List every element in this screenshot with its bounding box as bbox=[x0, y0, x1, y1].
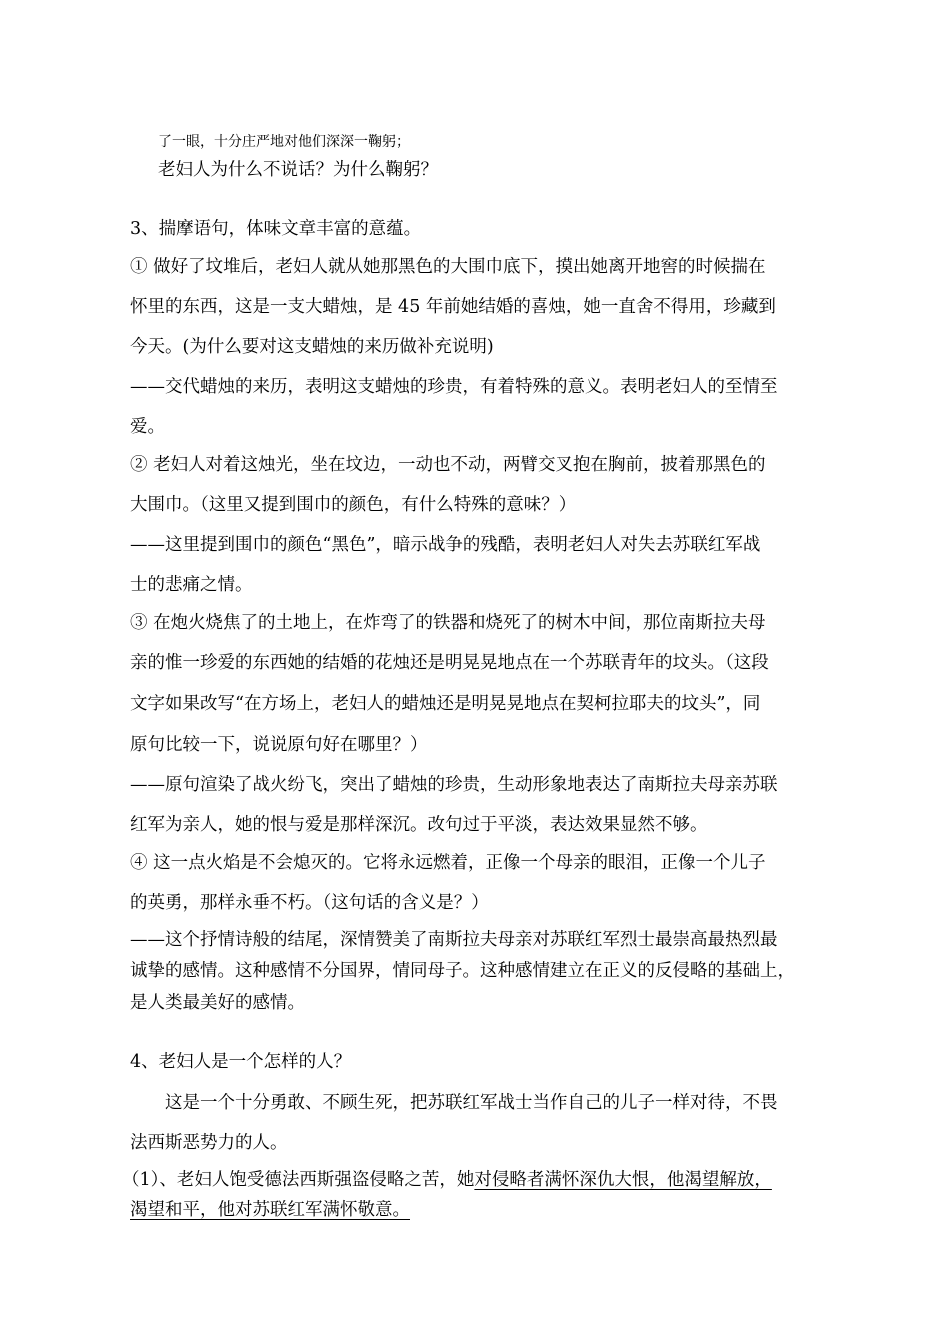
text-line: 士的悲痛之情。 bbox=[130, 575, 253, 595]
text-line: ——这个抒情诗般的结尾，深情赞美了南斯拉夫母亲对苏联红军烈士最崇高最热烈最 bbox=[130, 930, 778, 950]
text-line: ① 做好了坟堆后，老妇人就从她那黑色的大围巾底下，摸出她离开地窖的时候揣在 bbox=[130, 257, 766, 277]
text-line: ③ 在炮火烧焦了的土地上，在炸弯了的铁器和烧死了的树木中间，那位南斯拉夫母 bbox=[130, 613, 766, 633]
text-line: ——这里提到围巾的颜色“黑色”，暗示战争的残酷，表明老妇人对失去苏联红军战 bbox=[130, 535, 761, 555]
text-line: 亲的惟一珍爱的东西她的结婚的花烛还是明晃晃地点在一个苏联青年的坟头。（这段 bbox=[130, 653, 769, 673]
text-line: 诚挚的感情。这种感情不分国界，情同母子。这种感情建立在正义的反侵略的基础上， bbox=[130, 961, 795, 981]
text-line: 今天。(为什么要对这支蜡烛的来历做补充说明) bbox=[130, 337, 494, 357]
text-line: 这是一个十分勇敢、不顾生死，把苏联红军战士当作自己的儿子一样对待，不畏 bbox=[165, 1093, 778, 1113]
text-line: 红军为亲人，她的恨与爱是那样深沉。改句过于平淡，表达效果显然不够。 bbox=[130, 815, 708, 835]
text-line: 是人类最美好的感情。 bbox=[130, 993, 305, 1013]
text-line: ——交代蜡烛的来历，表明这支蜡烛的珍贵，有着特殊的意义。表明老妇人的至情至 bbox=[130, 377, 778, 397]
plain-text: （1）、老妇人饱受德法西斯强盗侵略之苦，她 bbox=[122, 1170, 475, 1190]
text-line: 的英勇，那样永垂不朽。（这句话的含义是？） bbox=[130, 893, 489, 913]
text-line bbox=[130, 1200, 410, 1220]
text-line: ② 老妇人对着这烛光，坐在坟边，一动也不动，两臂交叉抱在胸前，披着那黑色的 bbox=[130, 455, 766, 475]
text-line: 爱。 bbox=[130, 417, 165, 437]
question-line: 老妇人为什么不说话？为什么鞠躬？ bbox=[158, 160, 438, 180]
text-line: 怀里的东西，这是一支大蜡烛，是 45 年前她结婚的喜烛，她一直舍不得用，珍藏到 bbox=[130, 297, 776, 317]
section-heading: 4、老妇人是一个怎样的人？ bbox=[130, 1052, 352, 1072]
text-line: ④ 这一点火焰是不会熄灭的。它将永远燃着，正像一个母亲的眼泪，正像一个儿子 bbox=[130, 853, 766, 873]
underlined-text: 渴望和平，他对苏联红军满怀敬意。 bbox=[130, 1200, 410, 1220]
text-line: 大围巾。（这里又提到围巾的颜色，有什么特殊的意味？） bbox=[130, 495, 577, 515]
text-line: 了一眼，十分庄严地对他们深深一鞠躬； bbox=[158, 134, 410, 150]
section-heading: 3、揣摩语句，体味文章丰富的意蕴。 bbox=[130, 219, 422, 239]
text-line bbox=[122, 1170, 772, 1190]
underlined-text: 对侵略者满怀深仇大恨，他渴望解放， bbox=[474, 1170, 772, 1190]
text-line: 法西斯恶势力的人。 bbox=[130, 1133, 288, 1153]
text-line: ——原句渲染了战火纷飞，突出了蜡烛的珍贵，生动形象地表达了南斯拉夫母亲苏联 bbox=[130, 775, 778, 795]
text-line: 文字如果改写“在方场上，老妇人的蜡烛还是明晃晃地点在契柯拉耶夫的坟头”，同 bbox=[130, 694, 761, 714]
text-line: 原句比较一下，说说原句好在哪里？） bbox=[130, 735, 428, 755]
